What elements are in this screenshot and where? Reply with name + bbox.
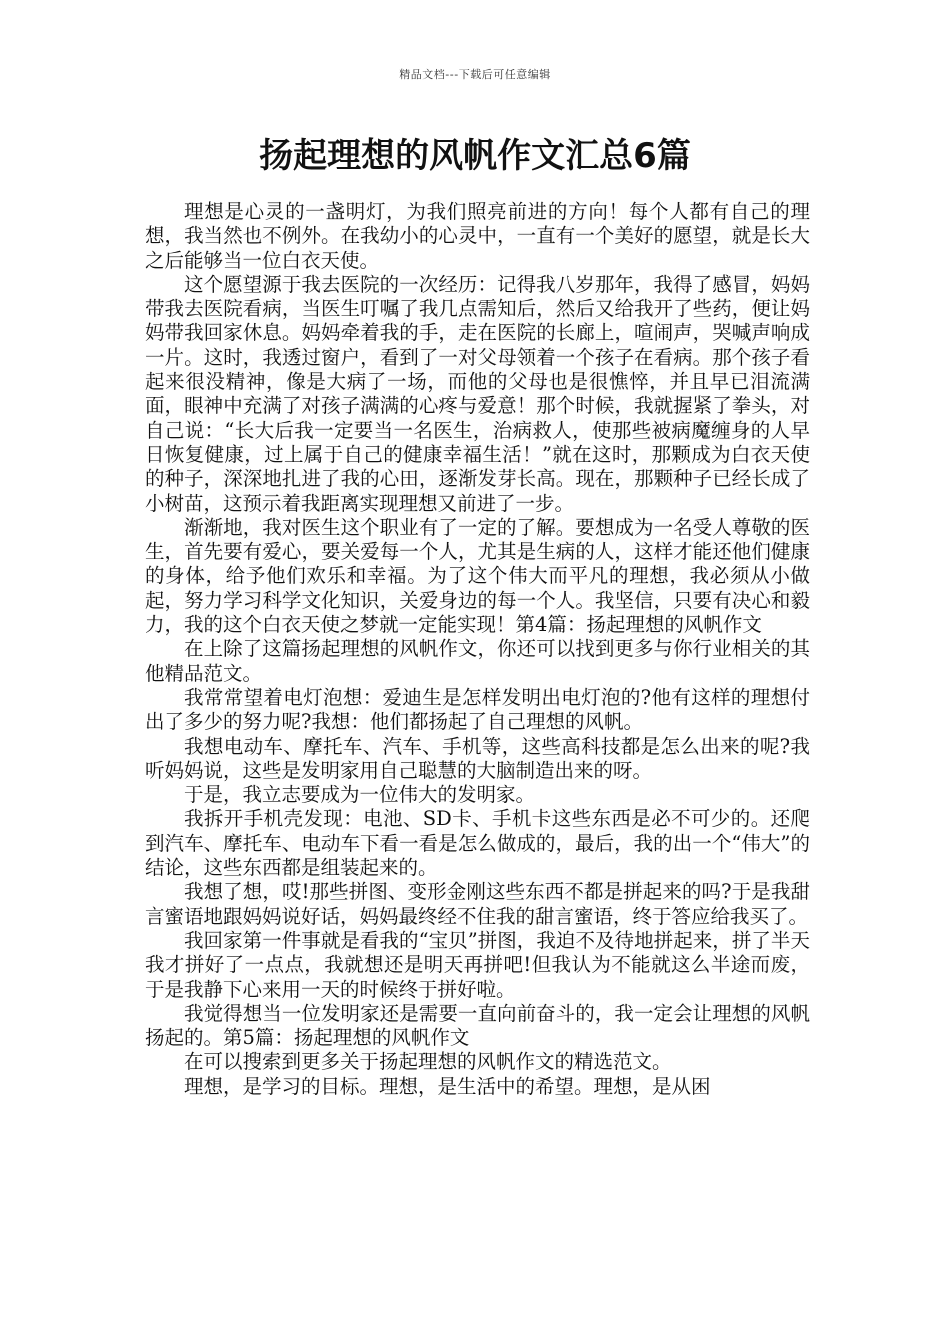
paragraph: 渐渐地，我对医生这个职业有了一定的了解。要想成为一名受人尊敬的医生，首先要有爱心，要关爱每一个人，尤其是生病的人，这样才能还他们健康的身体，给予他们欢乐和幸福。为了这个伟大而平凡的理想，我必须从小做起，努力学习科学文化知识，关爱身边的每一个人。我坚信，只要有决心和毅力，我的这个白衣天使之梦就一定能实现！第4篇：扬起理想的风帆作文 — [145, 515, 810, 637]
paragraph: 理想，是学习的目标。理想，是生活中的希望。理想，是从困 — [184, 1074, 711, 1098]
paragraph: 于是，我立志要成为一位伟大的发明家。 — [184, 783, 536, 807]
paragraph: 理想是心灵的一盏明灯，为我们照亮前进的方向！每个人都有自己的理想，我当然也不例外。在我幼小的心灵中，一直有一个美好的愿望，就是长大之后能够当一位白衣天使。 — [145, 200, 810, 272]
paragraph: 这个愿望源于我去医院的一次经历：记得我八岁那年，我得了感冒，妈妈带我去医院看病，当医生叮嘱了我几点需知后，然后又给我开了些药，便让妈妈带我回家休息。妈妈牵着我的手，走在医院的长廊上，喧闹声，哭喊声响成一片。这时，我透过窗户，看到了一对父母领着一个孩子在看病。那个孩子看起来很没精神，像是大病了一场，而他的父母也是很憔悴，并且早已泪流满面，眼神中充满了对孩子满满的心疼与爱意！那个时候，我就握紧了拳头，对自己说：“长大后我一定要当一名医生，治病救人，使那些被病魔缠身的人早日恢复健康，过上属于自己的健康幸福生活！”就在这时，那颗成为白衣天使的种子，深深地扎进了我的心田，逐渐发芽长高。现在，那颗种子已经长成了小树苗，这预示着我距离实现理想又前进了一步。 — [145, 272, 810, 515]
paragraph: 我回家第一件事就是看我的“宝贝”拼图，我迫不及待地拼起来，拼了半天我才拼好了一点点，我就想还是明天再拼吧!但我认为不能就这么半途而废，于是我静下心来用一天的时候终于拼好啦。 — [145, 928, 810, 1001]
paragraph: 我常常望着电灯泡想：爱迪生是怎样发明出电灯泡的?他有这样的理想付出了多少的努力呢?我想：他们都扬起了自己理想的风帆。 — [145, 685, 810, 734]
paragraph: 我拆开手机壳发现：电池、SD卡、手机卡这些东西是必不可少的。还爬到汽车、摩托车、电动车下看一看是怎么做成的，最后，我的出一个“伟大”的结论，这些东西都是组装起来的。 — [145, 807, 810, 880]
header-note: 精品文档---下载后可任意编辑 — [399, 68, 551, 81]
paragraph: 在上除了这篇扬起理想的风帆作文，你还可以找到更多与你行业相关的其他精品范文。 — [145, 637, 810, 685]
document-body — [145, 200, 810, 1099]
document-title: 扬起理想的风帆作文汇总6篇 — [259, 136, 691, 176]
paragraph: 在可以搜索到更多关于扬起理想的风帆作文的精选范文。 — [184, 1050, 672, 1074]
paragraph: 我想了想，哎!那些拼图、变形金刚这些东西不都是拼起来的吗?于是我甜言蜜语地跟妈妈说好话，妈妈最终经不住我的甜言蜜语，终于答应给我买了。 — [145, 880, 810, 928]
paragraph: 我觉得想当一位发明家还是需要一直向前奋斗的，我一定会让理想的风帆扬起的。第5篇：扬起理想的风帆作文 — [145, 1001, 810, 1050]
paragraph: 我想电动车、摩托车、汽车、手机等，这些高科技都是怎么出来的呢?我听妈妈说，这些是发明家用自己聪慧的大脑制造出来的呀。 — [145, 734, 810, 782]
